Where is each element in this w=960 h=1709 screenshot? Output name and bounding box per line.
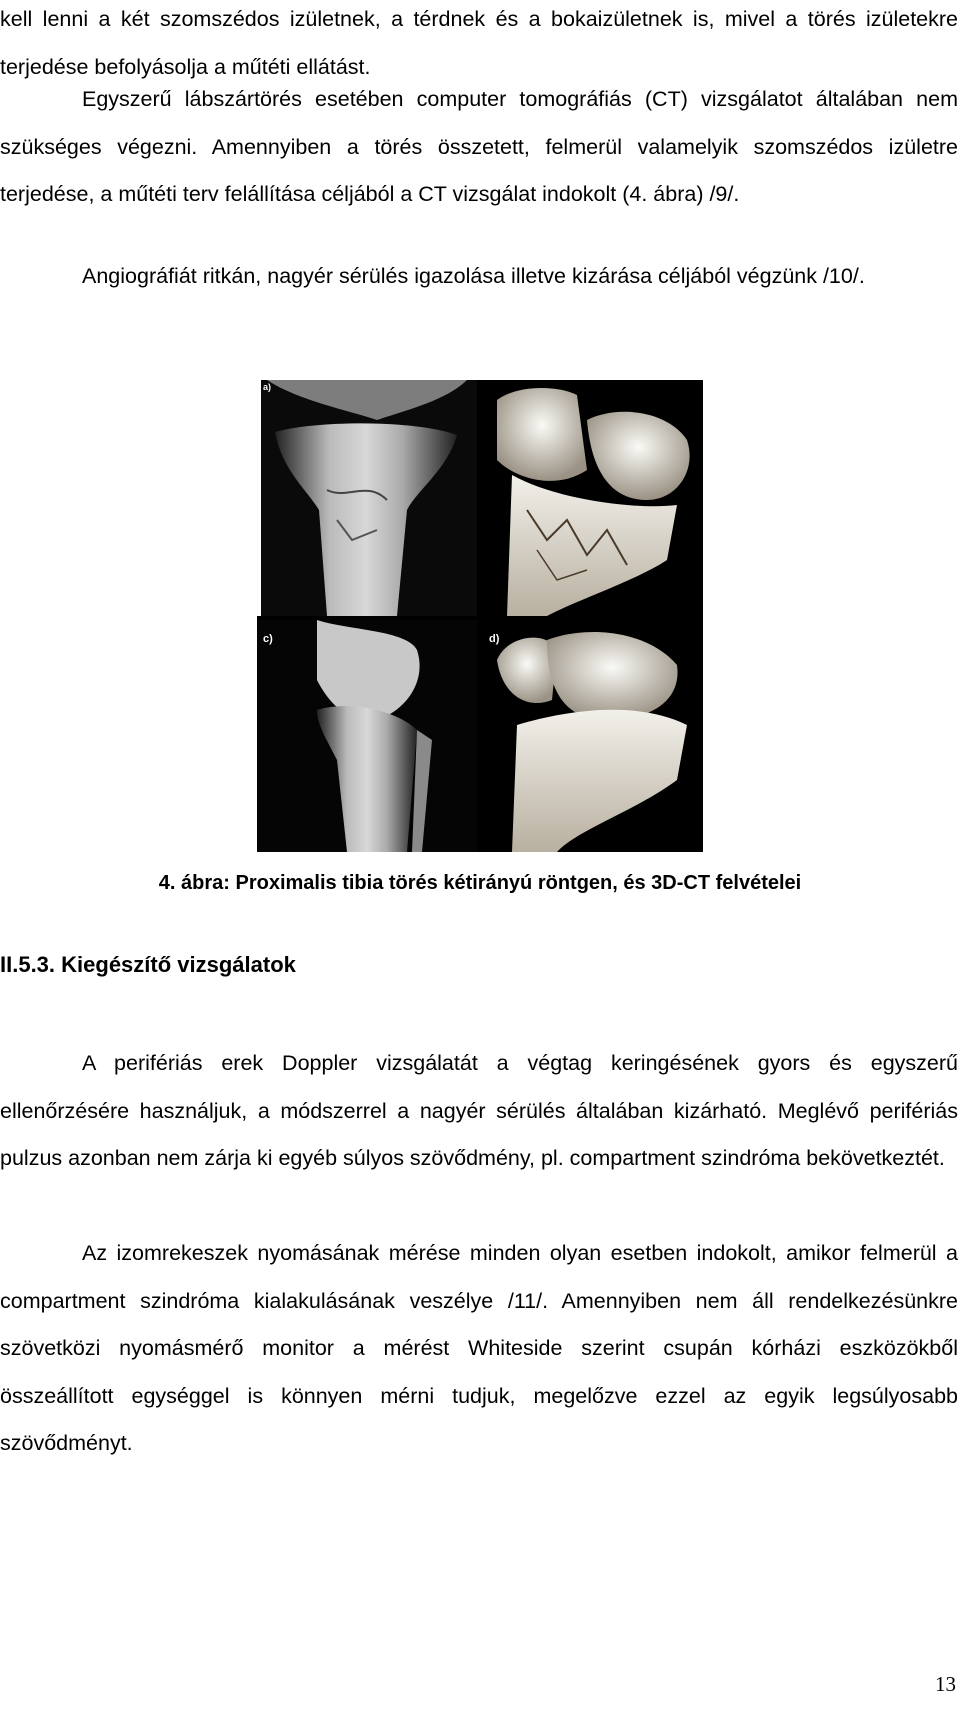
panel-label-c: c) bbox=[263, 633, 273, 645]
figure-caption: 4. ábra: Proximalis tibia törés kétirányú röntgen, és 3D-CT felvételei bbox=[158, 872, 802, 894]
paragraph-3: Angiográfiát ritkán, nagyér sérülés igazolása illetve kizárása céljából végzünk /10/. bbox=[82, 264, 865, 288]
panel-label-d: d) bbox=[489, 633, 500, 645]
paragraph-5: Az izomrekeszek nyomásának mérése minden olyan esetben indokolt, amikor felmerül a compartment szindróma kialakulásának veszélye /11/. Amennyiben nem áll rendelkezésünkre szövetközi nyomásmérő monitor a mérést Whiteside szerint csupán kórházi eszközökből összeállított egységgel is könnyen mérni tudjuk, megelőzve ezzel az egyik legsúlyosabb szövődményt. bbox=[0, 1241, 958, 1455]
panel-label-a: a) bbox=[263, 382, 272, 392]
panel-b-3dct bbox=[481, 380, 703, 616]
panel-d-3dct bbox=[481, 620, 703, 852]
paragraph-2: Egyszerű lábszártörés esetében computer tomográfiás (CT) vizsgálatot általában nem szükséges végezni. Amennyiben a törés összetett, felmerül valamelyik szomszédos izületre terjedése, a műtéti terv felállítása céljából a CT vizsgálat indokolt (4. ábra) /9/. bbox=[0, 87, 958, 206]
panel-c-xray bbox=[257, 620, 477, 852]
figure-image bbox=[257, 380, 703, 852]
section-heading: II.5.3. Kiegészítő vizsgálatok bbox=[0, 952, 296, 977]
panel-a-xray bbox=[257, 380, 477, 616]
paragraph-1: kell lenni a két szomszédos izületnek, a térdnek és a bokaizületnek is, mivel a törés izületekre terjedése befolyásolja a műtéti ellátást. bbox=[0, 7, 958, 79]
paragraph-4: A perifériás erek Doppler vizsgálatát a végtag keringésének gyors és egyszerű ellenőrzésére használjuk, a módszerrel a nagyér sérülés általában kizárható. Meglévő perifériás pulzus azonban nem zárja ki egyéb súlyos szövődmény, pl. compartment szindróma bekövetkeztét. bbox=[0, 1051, 958, 1170]
xray-ct-figure bbox=[257, 380, 703, 852]
page-number: 13 bbox=[935, 1672, 956, 1696]
